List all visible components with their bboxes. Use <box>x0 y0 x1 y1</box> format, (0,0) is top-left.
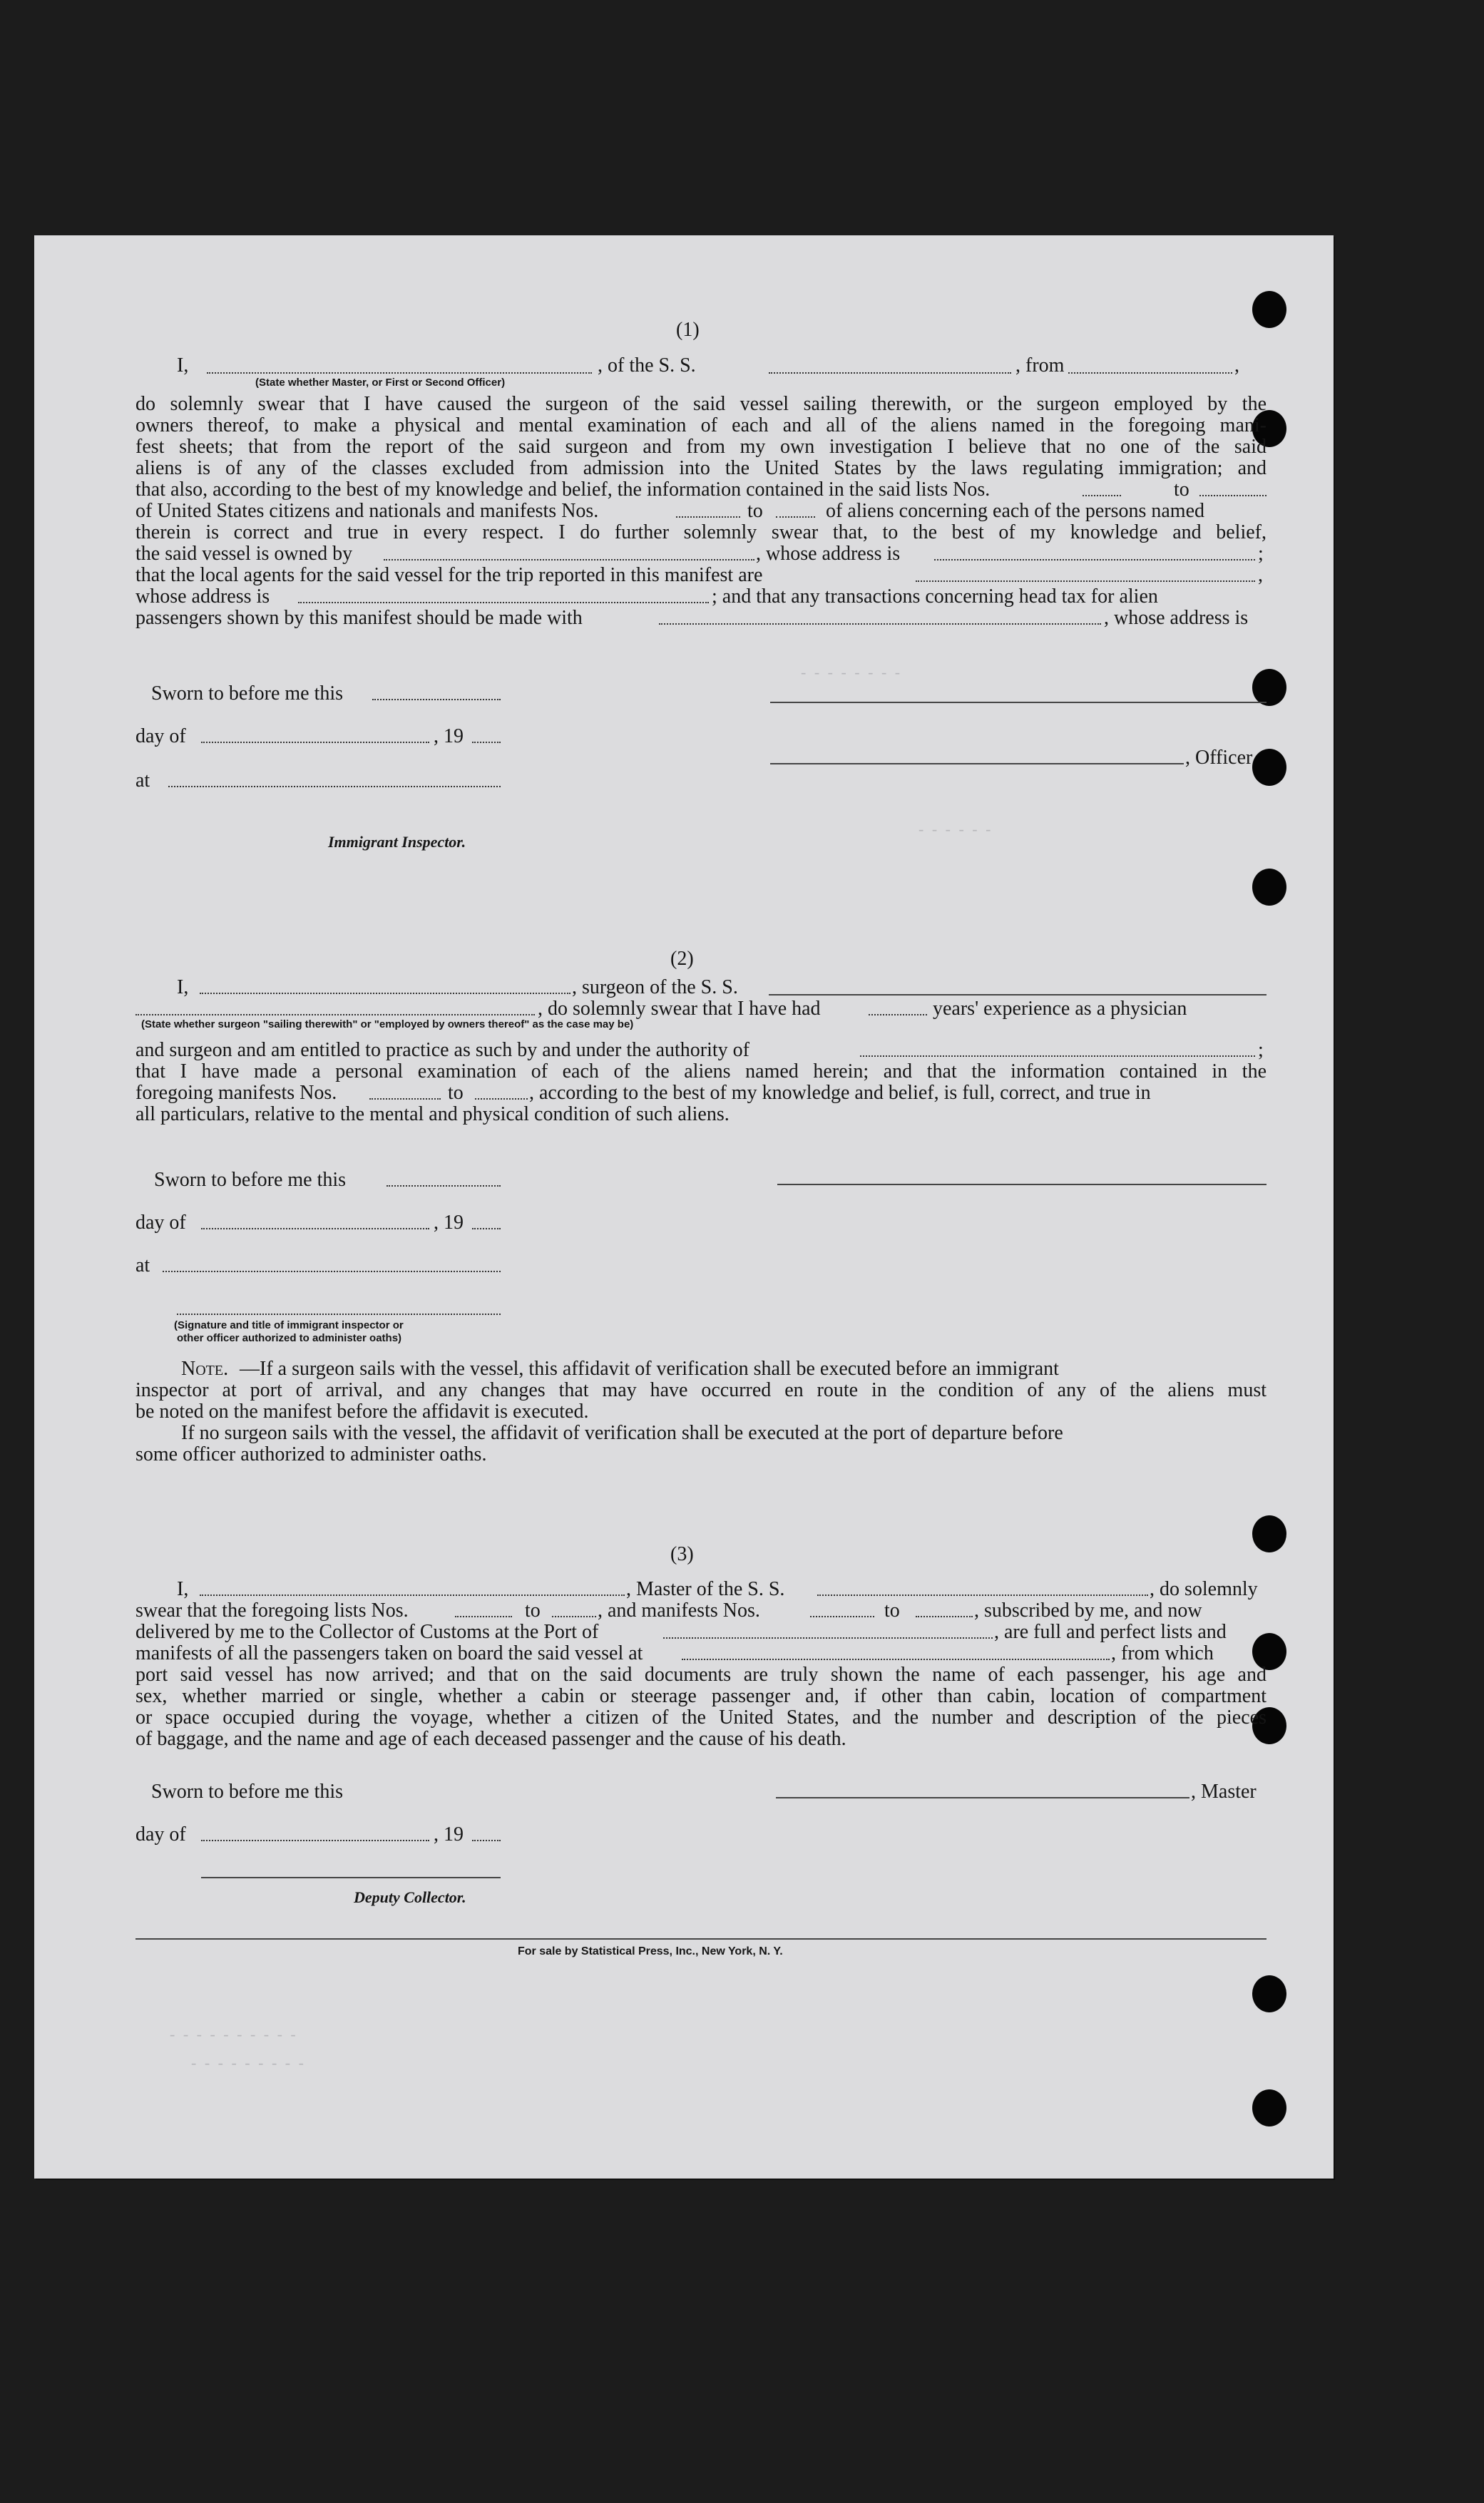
lists-to-field[interactable] <box>1199 495 1266 496</box>
oath-line: aliens is of any of the classes excluded from admission into the United States by the laws regulating immigration; and <box>135 457 1266 479</box>
oath-line: fest sheets; that from the report of the said surgeon and from my own investigation I believe that no one of the said <box>135 436 1266 458</box>
oath-line: , are full and perfect lists and <box>994 1621 1227 1643</box>
collector-caption: Deputy Collector. <box>354 1888 466 1906</box>
label-years: years' experience as a physician <box>933 998 1187 1020</box>
place-field[interactable] <box>168 786 501 787</box>
head-tax-contact-field[interactable] <box>659 623 1101 625</box>
oath-line: ; and that any transactions concerning head tax for alien <box>712 585 1158 608</box>
agents-address-field[interactable] <box>298 602 709 603</box>
label-of-ss: , of the S. S. <box>598 354 696 377</box>
label-do-solemnly: , do solemnly <box>1150 1578 1258 1600</box>
note-text: be noted on the manifest before the affidavit is executed. <box>135 1401 589 1423</box>
oath-line: the said vessel is owned by <box>135 543 353 565</box>
oath-line: that also, according to the best of my knowledge and belief, the information contained in the said lists Nos. <box>135 478 991 501</box>
collector-signature-line[interactable] <box>201 1877 501 1878</box>
place-field[interactable] <box>163 1271 501 1272</box>
oath-line: , and manifests Nos. <box>598 1599 760 1622</box>
label-do-swear: , do solemnly swear that I have had <box>538 998 821 1020</box>
label-from: , from <box>1015 354 1065 377</box>
officer-title-hint: (State whether Master, or First or Second Officer) <box>255 377 506 389</box>
semicolon: ; <box>1258 1039 1264 1061</box>
port-field[interactable] <box>663 1637 993 1639</box>
section-number: (1) <box>676 319 700 341</box>
oath-line: manifests of all the passengers taken on board the said vessel at <box>135 1642 643 1664</box>
signature-hint: (Signature and title of immigrant inspector or <box>174 1319 404 1331</box>
master-signature-line[interactable] <box>776 1797 1189 1798</box>
master-label: , Master <box>1191 1781 1257 1803</box>
punch-hole <box>1252 749 1286 786</box>
sworn-label: Sworn to before me this <box>151 1781 344 1803</box>
oath-line: that I have made a personal examination of each of the aliens named herein; and that the information contained in the <box>135 1060 1266 1082</box>
comma: , <box>1234 354 1239 377</box>
lists-from-field[interactable] <box>1083 495 1121 496</box>
oath-line: foregoing manifests Nos. <box>135 1082 337 1104</box>
sworn-day-field[interactable] <box>372 699 501 700</box>
note-text: If no surgeon sails with the vessel, the affidavit of verification shall be executed at the port of departure before <box>181 1422 1063 1444</box>
oath-line: swear that the foregoing lists Nos. <box>135 1599 409 1622</box>
printer-imprint: For sale by Statistical Press, Inc., New York, N. Y. <box>518 1945 783 1957</box>
punch-hole <box>1252 291 1286 328</box>
oath-line: therein is correct and true in every respect. I do further solemnly swear that, to the best of my knowledge and belief, <box>135 521 1266 543</box>
vessel-name-field[interactable] <box>817 1595 1148 1596</box>
note-text: some officer authorized to administer oaths. <box>135 1443 487 1465</box>
punch-hole <box>1252 2089 1286 2126</box>
label-to: to <box>1174 478 1189 501</box>
officer-title-field[interactable] <box>207 372 592 374</box>
oath-line: of baggage, and the name and age of each deceased passenger and the cause of his death. <box>135 1728 846 1750</box>
year-field[interactable] <box>472 1228 501 1229</box>
agents-field[interactable] <box>916 580 1255 582</box>
label-i: I, <box>177 354 189 377</box>
oath-line: , according to the best of my knowledge and belief, is full, correct, and true in <box>529 1082 1151 1104</box>
oath-line: , subscribed by me, and now <box>974 1599 1202 1622</box>
embarkation-port-field[interactable] <box>682 1659 1110 1660</box>
signature-line[interactable] <box>770 702 1266 703</box>
owner-address-field[interactable] <box>934 559 1255 561</box>
lists-from-field[interactable] <box>455 1616 512 1617</box>
manifests-to-field[interactable] <box>475 1098 528 1100</box>
comma: , <box>1258 564 1263 586</box>
footer-rule <box>135 1938 1266 1940</box>
oath-line: , whose address is <box>756 543 901 565</box>
label-to: to <box>525 1599 541 1622</box>
surgeon-type-field[interactable] <box>135 1014 535 1015</box>
manifests-to-field[interactable] <box>776 516 815 518</box>
day-of-label: day of <box>135 725 186 747</box>
month-field[interactable] <box>201 742 429 743</box>
label-i: I, <box>177 1578 189 1600</box>
oath-line: that the local agents for the said vessel for the trip reported in this manifest are <box>135 564 763 586</box>
year-label: , 19 <box>434 1212 464 1234</box>
punch-hole <box>1252 1975 1286 2012</box>
manifests-from-field[interactable] <box>369 1098 441 1100</box>
signature-hint: other officer authorized to administer oaths) <box>177 1332 402 1344</box>
oath-line: port said vessel has now arrived; and that on the said documents are truly shown the name of each passenger, his age and <box>135 1664 1266 1686</box>
oath-line: and surgeon and am entitled to practice as such by and under the authority of <box>135 1039 749 1061</box>
manifests-from-field[interactable] <box>676 516 740 518</box>
month-field[interactable] <box>201 1228 429 1229</box>
oath-line: do solemnly swear that I have caused the surgeon of the said vessel sailing therewith, or the surgeon employed by the <box>135 393 1266 415</box>
vessel-name-field[interactable] <box>769 994 1266 995</box>
inspector-signature-field[interactable] <box>177 1314 501 1315</box>
punch-hole <box>1252 669 1286 706</box>
from-port-field[interactable] <box>1068 372 1232 374</box>
officer-signature-line[interactable] <box>770 763 1184 764</box>
manifests-to-field[interactable] <box>916 1616 973 1617</box>
oath-line: passengers shown by this manifest should be made with <box>135 607 583 629</box>
years-field[interactable] <box>869 1014 927 1015</box>
section-number: (2) <box>670 948 694 970</box>
sworn-label: Sworn to before me this <box>154 1169 347 1191</box>
year-field[interactable] <box>472 742 501 743</box>
year-label: , 19 <box>434 1823 464 1846</box>
sworn-day-field[interactable] <box>387 1185 501 1187</box>
at-label: at <box>135 1254 150 1276</box>
bleed-through-marks: - - - - - - <box>918 820 993 838</box>
label-master-of: , Master of the S. S. <box>626 1578 785 1600</box>
label-i: I, <box>177 976 189 998</box>
oath-line: all particulars, relative to the mental and physical condition of such aliens. <box>135 1103 730 1125</box>
label-to: to <box>884 1599 900 1622</box>
oath-line: , from which <box>1111 1642 1214 1664</box>
lists-to-field[interactable] <box>552 1616 596 1617</box>
oath-line: sex, whether married or single, whether a cabin or steerage passenger and, if other than cabin, location of compartment <box>135 1685 1266 1707</box>
manifests-from-field[interactable] <box>810 1616 874 1617</box>
oath-line: of United States citizens and nationals and manifests Nos. <box>135 500 599 522</box>
bleed-through-marks: - - - - - - - - <box>801 663 903 681</box>
note-label: Note. <box>181 1358 229 1380</box>
master-name-field[interactable] <box>200 1595 625 1596</box>
year-label: , 19 <box>434 725 464 747</box>
oath-line: or space occupied during the voyage, whether a citizen of the United States, and the number and description of the pieces <box>135 1706 1266 1729</box>
label-to: to <box>448 1082 464 1104</box>
surgeon-signature-line[interactable] <box>777 1184 1266 1185</box>
oath-line: of aliens concerning each of the persons named <box>826 500 1205 522</box>
officer-label: , Officer <box>1185 747 1253 769</box>
sworn-label: Sworn to before me this <box>151 682 344 705</box>
owner-field[interactable] <box>384 559 754 561</box>
bleed-through-marks: - - - - - - - - - - <box>170 2025 298 2043</box>
at-label: at <box>135 769 150 792</box>
oath-line: , whose address is <box>1104 607 1249 629</box>
section-number: (3) <box>670 1543 694 1565</box>
day-of-label: day of <box>135 1212 186 1234</box>
month-field[interactable] <box>201 1840 429 1841</box>
note-text: inspector at port of arrival, and any changes that may have occurred en route in the condition of any of the aliens must <box>135 1379 1266 1401</box>
day-of-label: day of <box>135 1823 186 1846</box>
oath-line: owners thereof, to make a physical and mental examination of each and all of the aliens named in the foregoing mani- <box>135 414 1266 436</box>
manifest-verification-form <box>34 235 1334 2179</box>
bleed-through-marks: - - - - - - - - - <box>191 2054 306 2072</box>
punch-hole <box>1252 869 1286 906</box>
label-to: to <box>747 500 763 522</box>
oath-line: whose address is <box>135 585 270 608</box>
vessel-name-field[interactable] <box>769 372 1011 374</box>
label-surgeon-of: , surgeon of the S. S. <box>572 976 738 998</box>
authority-field[interactable] <box>860 1055 1255 1057</box>
year-field[interactable] <box>472 1840 501 1841</box>
surgeon-type-hint: (State whether surgeon "sailing therewith" or "employed by owners thereof" as the case may be) <box>141 1018 634 1030</box>
surgeon-name-field[interactable] <box>200 993 570 994</box>
note-text: —If a surgeon sails with the vessel, this affidavit of verification shall be executed before an immigrant <box>240 1358 1059 1380</box>
inspector-caption: Immigrant Inspector. <box>328 833 466 851</box>
punch-hole <box>1252 1515 1286 1552</box>
semicolon: ; <box>1258 543 1264 565</box>
oath-line: delivered by me to the Collector of Customs at the Port of <box>135 1621 599 1643</box>
